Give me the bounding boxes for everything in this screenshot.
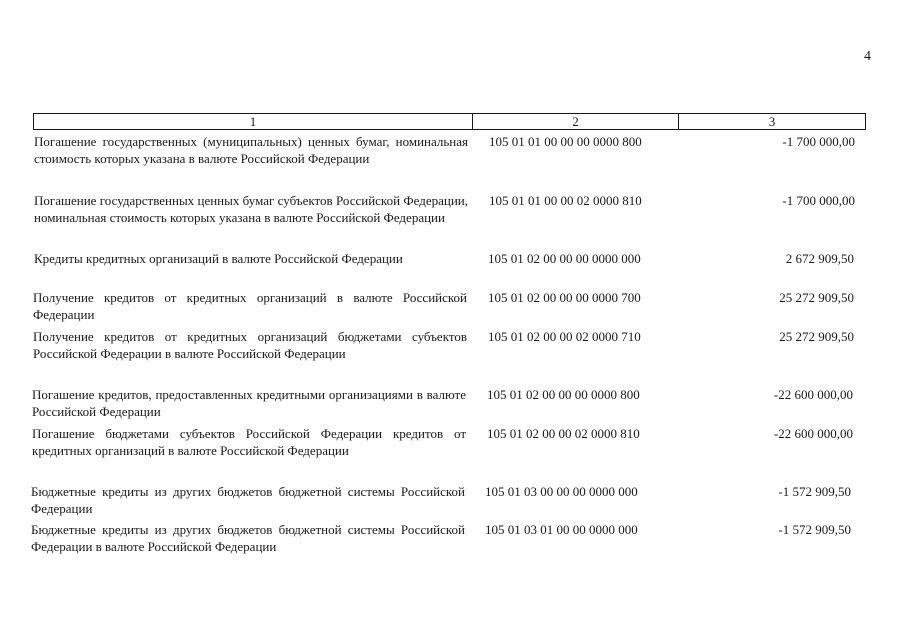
row-code: 105 01 03 01 00 00 0000 000 [485, 522, 638, 537]
row-description: Кредиты кредитных организаций в валюте Российской Федерации [34, 251, 403, 266]
row-amount: -22 600 000,00 [773, 387, 853, 402]
row-amount: -1 572 909,50 [778, 484, 851, 499]
row-amount: 2 672 909,50 [785, 251, 854, 266]
row-amount: 25 272 909,50 [779, 290, 854, 305]
row-code: 105 01 01 00 00 02 0000 810 [489, 193, 642, 208]
row-code: 105 01 01 00 00 00 0000 800 [489, 134, 642, 149]
row-code: 105 01 02 00 00 02 0000 710 [488, 329, 641, 344]
header-col-1: 1 [34, 114, 473, 129]
row-code: 105 01 03 00 00 00 0000 000 [485, 484, 638, 499]
row-description: Бюджетные кредиты из других бюджетов бюджетной системы Российской Федерации [31, 484, 465, 516]
row-amount: -1 572 909,50 [778, 522, 851, 537]
row-description: Погашение государственных (муниципальных) ценных бумаг, номинальная стоимость которых указана в валюте Российской Федерации [34, 134, 468, 166]
header-col-3: 3 [768, 114, 776, 129]
row-description: Погашение кредитов, предоставленных кредитными организациями в валюте Российской Федерации [32, 387, 466, 419]
row-amount: -22 600 000,00 [773, 426, 853, 441]
row-code: 105 01 02 00 00 00 0000 000 [488, 251, 641, 266]
row-code: 105 01 02 00 00 00 0000 800 [487, 387, 640, 402]
row-amount: -1 700 000,00 [782, 134, 855, 149]
header-col-2: 2 [473, 114, 679, 129]
row-code: 105 01 02 00 00 00 0000 700 [488, 290, 641, 305]
row-description: Погашение бюджетами субъектов Российской Федерации кредитов от кредитных организаций в валюте Российской Федерации [32, 426, 466, 458]
row-description: Бюджетные кредиты из других бюджетов бюджетной системы Российской Федерации в валюте Российской Федерации [31, 522, 465, 554]
row-description: Погашение государственных ценных бумаг субъектов Российской Федерации, номинальная стоимость которых указана в валюте Российской Федерации [34, 193, 468, 225]
row-amount: 25 272 909,50 [779, 329, 854, 344]
page-number: 4 [864, 49, 871, 64]
row-description: Получение кредитов от кредитных организаций бюджетами субъектов Российской Федерации в валюте Российской Федерации [33, 329, 467, 361]
table-header [33, 113, 866, 130]
row-code: 105 01 02 00 00 02 0000 810 [487, 426, 640, 441]
row-amount: -1 700 000,00 [782, 193, 855, 208]
row-description: Получение кредитов от кредитных организаций в валюте Российской Федерации [33, 290, 467, 322]
